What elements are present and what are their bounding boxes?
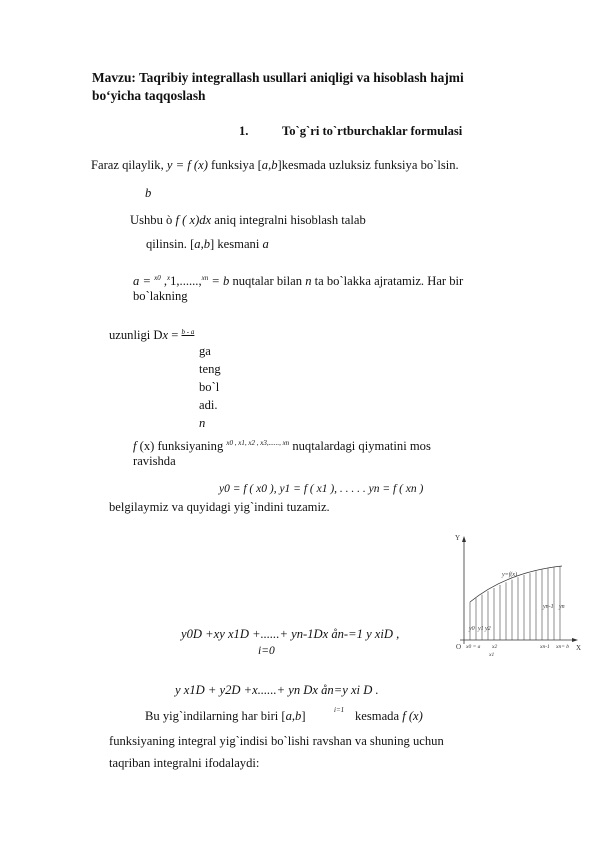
origin-label: O <box>456 643 462 651</box>
axis-y-label: Y <box>455 534 461 542</box>
values-points: x0 , x1, x2 , x3,......, xn <box>226 439 290 447</box>
integral2-text-a: qilinsin. [ <box>146 237 195 251</box>
label-xn-1: xn-1 <box>540 644 550 650</box>
values-text-b: (x) funksiyaning <box>136 439 227 454</box>
y-values-line: y0 = f ( x0 ), y1 = f ( x1 ), . . . . . yn = f ( xn ) <box>219 483 424 495</box>
nodes-line <box>133 271 463 289</box>
nodes-dots: ,......, <box>176 274 202 289</box>
length-n: n <box>199 416 206 430</box>
values-f: f <box>133 439 137 454</box>
last-line-1 <box>145 709 306 724</box>
integral-line-2 <box>146 237 269 252</box>
page-title-line2: bo‘yicha taqqoslash <box>92 88 206 103</box>
length-x: x <box>162 328 169 343</box>
label-y0: y0 <box>469 626 475 632</box>
rectangle-method-figure <box>452 532 592 662</box>
length-line <box>109 325 194 343</box>
x-axis-arrow <box>572 638 578 642</box>
p1-interval: a,b <box>261 158 278 172</box>
values-line <box>133 436 431 454</box>
sum-left-formula: y0D +xy x1D +......+ yn-1Dx ån-=1 y xiD , <box>181 627 400 641</box>
p1-function: y = f (x) <box>166 158 208 172</box>
p1-text-c: ]kesmada uzluksiz funksiya bo`lsin. <box>277 158 459 172</box>
sum-intro: belgilaymiz va quyidagi yig`indini tuzamiz. <box>109 500 330 514</box>
label-yn-1: yn-1 <box>543 604 554 610</box>
integral2-text-b: ] kesmani <box>210 237 263 251</box>
integral-upper-limit: b <box>145 186 152 200</box>
length-word-2: teng <box>199 362 221 376</box>
nodes-sub1: 1 <box>170 274 177 289</box>
last-interval: a,b <box>285 709 302 723</box>
length-word-3: bo`l <box>199 380 220 394</box>
nodes-comma: , <box>160 274 167 289</box>
nodes-x1: x <box>167 274 171 282</box>
nodes-a: a = <box>133 274 155 289</box>
label-x1: x1 <box>489 652 495 658</box>
last-text-a: Bu yig`indilarning har biri [ <box>145 709 286 723</box>
label-x2: x2 <box>492 644 498 650</box>
section-number: 1. <box>239 124 249 138</box>
nodes-xn: x <box>201 274 205 282</box>
nodes-x0: x <box>154 274 158 282</box>
label-y2: y2 <box>485 626 491 632</box>
axis-x-label: X <box>576 644 582 652</box>
label-y1: y1 <box>478 626 484 632</box>
label-yn: yn <box>559 604 565 610</box>
sum-right-index: i=1 <box>334 706 345 714</box>
nodes-n: n <box>305 274 312 289</box>
y-axis-arrow <box>462 536 466 542</box>
section-title: To`g`ri to`rtburchaklar formulasi <box>282 124 463 138</box>
length-text-a: uzunligi D <box>109 328 163 343</box>
p1-text-b: funksiya [ <box>207 158 262 172</box>
last-line-1-right <box>355 709 423 724</box>
nodes-rest: nuqtalar bilan <box>229 274 306 289</box>
values-line-2: ravishda <box>133 454 176 468</box>
p1-text-a: Faraz qilaylik, <box>91 158 167 172</box>
integral-text-b: aniq integralni hisoblash talab <box>211 213 366 227</box>
nodes-rest2: ta bo`lakka ajratamiz. Har bir <box>311 274 464 289</box>
page-title-line1: Mavzu: Taqribiy integrallash usullari aniqligi va hisoblash hajmi <box>92 70 464 85</box>
nodes-subn: n <box>204 274 209 282</box>
integral2-interval: a,b <box>194 237 211 251</box>
last-line-3: taqriban integralni ifodalaydi: <box>109 756 260 770</box>
integral-line <box>130 213 366 228</box>
paragraph-assumption <box>91 158 459 173</box>
length-eq: = <box>168 328 182 343</box>
integral2-a: a <box>262 237 269 251</box>
curve-label: y=f(x) <box>502 572 518 578</box>
sum-left-index: i=0 <box>258 645 275 657</box>
length-fraction-top: b - a <box>181 328 195 336</box>
sum-right-formula: y x1D + y2D +x......+ yn Dx ån=y xi D . <box>175 683 379 697</box>
nodes-eq-b: = b <box>208 274 230 289</box>
nodes-line-2: bo`lakning <box>133 289 188 303</box>
last-line-2: funksiyaning integral yig`indisi bo`lishi ravshan va shuning uchun <box>109 734 444 748</box>
label-xn: xn= b <box>556 644 570 650</box>
integral-text-a: Ushbu ò <box>130 213 176 227</box>
last-f: f (x) <box>402 709 423 723</box>
length-word-4: adi. <box>199 398 218 412</box>
label-x0: x0 = a <box>466 644 481 650</box>
last-text-c: kesmada <box>355 709 403 723</box>
values-text-c: nuqtalardagi qiymatini mos <box>289 439 431 454</box>
length-word-1: ga <box>199 344 211 358</box>
last-text-b: ] <box>301 709 306 723</box>
integral-expression: f ( x)dx <box>175 213 212 227</box>
nodes-sub0: 0 <box>157 274 161 282</box>
